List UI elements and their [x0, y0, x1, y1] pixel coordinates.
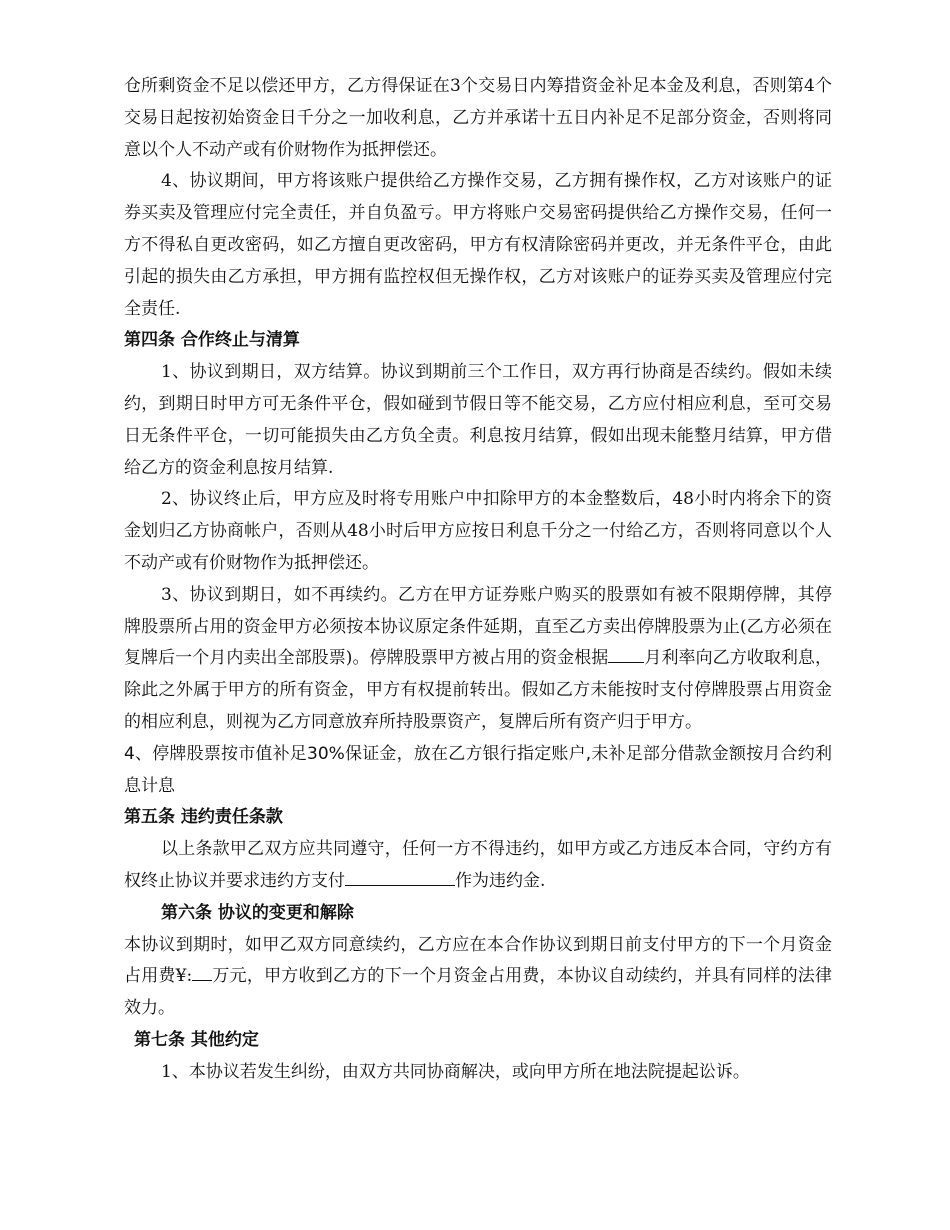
- paragraph-continued: 仓所剩资金不足以偿还甲方，乙方得保证在3个交易日内筹措资金补足本金及利息，否则第4个交易日起按初始资金日千分之一加收利息，乙方并承诺十五日内补足不足部分资金，否则将同意以个人不动产或有价财物作为抵押偿还。: [124, 76, 832, 160]
- clause-4-3: [124, 580, 832, 739]
- heading-article-6: 第六条 协议的变更和解除: [161, 902, 354, 923]
- clause-4-1: 1、协议到期日，双方结算。协议到期前三个工作日，双方再行协商是否续约。假如未续约，到期日时甲方可无条件平仓，假如碰到节假日等不能交易，乙方应付相应利息，至可交易日无条件平仓，一切可能损失由乙方负全责。利息按月结算，假如出现未能整月结算，甲方借给乙方的资金利息按月结算.: [124, 362, 832, 478]
- clause-7-1: 1、本协议若发生纠纷，由双方共同协商解决，或向甲方所在地法院提起讼诉。: [161, 1061, 750, 1082]
- penalty-amount-blank: [345, 867, 455, 886]
- clause-3-4: 4、协议期间，甲方将该账户提供给乙方操作交易，乙方拥有操作权，乙方对该账户的证券买卖及管理应付完全责任，并自负盈亏。甲方将账户交易密码提供给乙方操作交易，任何一方不得私自更改密码，如乙方擅自更改密码，甲方有权清除密码并更改，并无条件平仓，由此引起的损失由乙方承担，甲方拥有监控权但无操作权，乙方对该账户的证券买卖及管理应付完全责任.: [124, 171, 832, 319]
- heading-article-4: 第四条 合作终止与清算: [124, 330, 300, 351]
- interest-rate-blank: [608, 644, 644, 663]
- clause-5-text-a: 以上条款甲乙双方应共同遵守，任何一方不得违约，如甲方或乙方违反本合同，守约方有权终止协议并要求违约方支付: [124, 839, 832, 891]
- clause-5-text-b: 作为违约金.: [455, 870, 546, 891]
- clause-4-4: 4、停牌股票按市值补足30%保证金，放在乙方银行指定账户,未补足部分借款金额按月合约利息计息: [124, 743, 832, 796]
- heading-article-5: 第五条 违约责任条款: [124, 807, 283, 828]
- heading-article-7: 第七条 其他约定: [134, 1029, 259, 1050]
- clause-5: [124, 834, 832, 898]
- clause-4-3-text-b: 月利率向乙方收取利息，除此之外属于甲方的所有资金，甲方有权提前转出。假如乙方未能按时支付停牌股票占用资金的相应利息，则视为乙方同意放弃所持股票资产，复牌后所有资产归于甲方。: [124, 648, 832, 732]
- fee-amount-blank: [192, 962, 212, 981]
- contract-body: [124, 71, 832, 1089]
- clause-6: [124, 930, 832, 1025]
- clause-4-3-text-a: 3、协议到期日，如不再续约。乙方在甲方证券账户购买的股票如有被不限期停牌，其停牌股票所占用的资金甲方必须按本协议原定条件延期，直至乙方卖出停牌股票为止(乙方必须在复牌后一个月内卖出全部股票)。停牌股票甲方被占用的资金根据: [124, 584, 832, 669]
- clause-6-text-a: 本协议到期时，如甲乙双方同意续约，乙方应在本合作协议到期日前支付甲方的下一个月资金占用费¥:: [124, 934, 832, 987]
- clause-4-2: 2、协议终止后，甲方应及时将专用账户中扣除甲方的本金整数后，48小时内将余下的资金划归乙方协商帐户，否则从48小时后甲方应按日利息千分之一付给乙方，否则将同意以个人不动产或有价财物作为抵押偿还。: [124, 489, 832, 573]
- clause-6-text-b: 万元，甲方收到乙方的下一个月资金占用费，本协议自动续约，并具有同样的法律效力。: [124, 966, 833, 1019]
